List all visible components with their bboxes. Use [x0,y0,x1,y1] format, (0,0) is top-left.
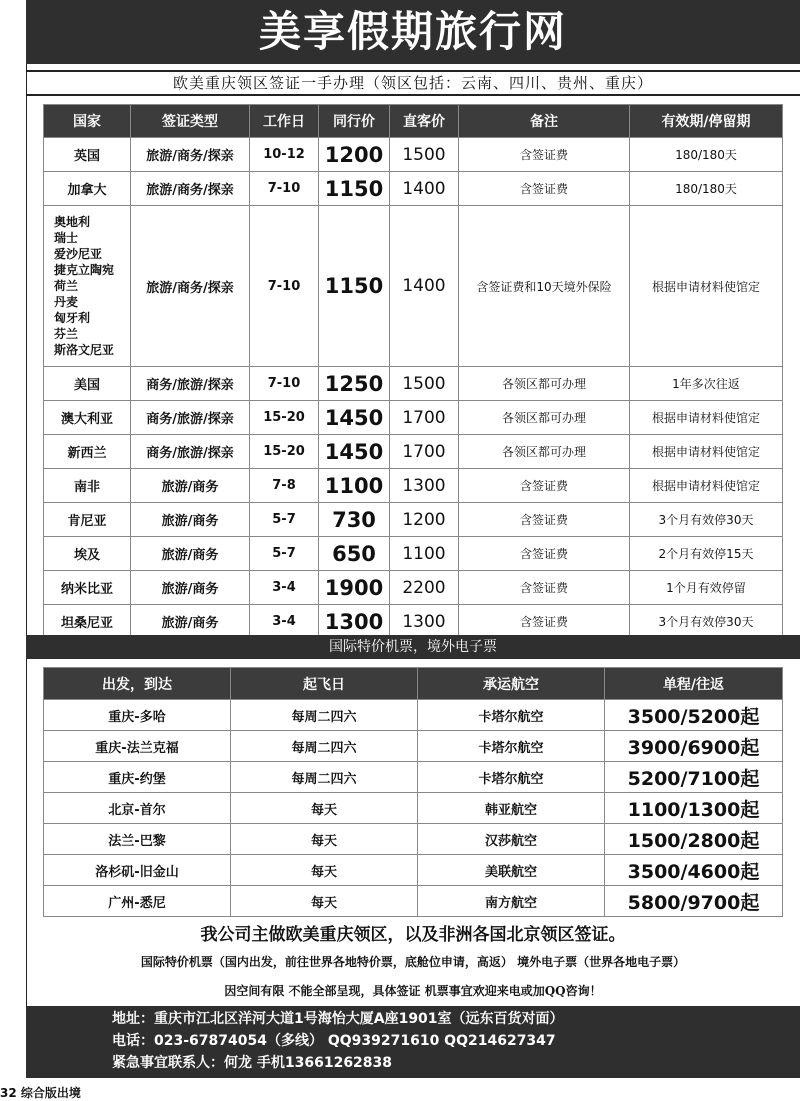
country-cell: 埃及 [44,537,131,571]
visa-table [43,104,783,639]
direct-price-cell: 1500 [390,138,459,172]
country-list-item: 荷兰 [54,279,79,293]
country-list-item: 丹麦 [54,295,79,309]
workdays-cell: 7-10 [250,367,319,401]
departure-day-cell: 每天 [231,855,418,886]
country-cell [44,206,131,367]
price-cell: 3900/6900起 [605,731,783,762]
flight-row [44,731,783,762]
country-list-item: 奥地利 [54,215,91,229]
country-cell: 新西兰 [44,435,131,469]
visa-type-cell: 旅游/商务/探亲 [131,206,250,367]
visa-row [44,605,783,639]
route-cell: 重庆-多哈 [44,700,231,731]
flight-table [43,667,783,917]
note-cell: 含签证费 [459,138,630,172]
col-peer-price: 同行价 [319,105,390,138]
price-cell: 1500/2800起 [605,824,783,855]
col-route: 出发，到达 [44,668,231,700]
direct-price-cell: 1300 [390,605,459,639]
direct-price-cell: 1300 [390,469,459,503]
workdays-cell: 5-7 [250,537,319,571]
validity-cell: 3个月有效停30天 [630,605,783,639]
country-cell: 美国 [44,367,131,401]
workdays-cell: 10-12 [250,138,319,172]
col-notes: 备注 [459,105,630,138]
col-direct-price: 直客价 [390,105,459,138]
workdays-cell: 15-20 [250,435,319,469]
departure-day-cell: 每周二四六 [231,762,418,793]
peer-price-cell: 650 [319,537,390,571]
peer-price-cell: 730 [319,503,390,537]
country-cell: 纳米比亚 [44,571,131,605]
airline-cell: 汉莎航空 [418,824,605,855]
workdays-cell: 3-4 [250,571,319,605]
visa-row [44,469,783,503]
note-cell: 含签证费 [459,571,630,605]
country-list-item: 斯洛文尼亚 [54,343,115,357]
direct-price-cell: 1400 [390,172,459,206]
contact-emergency: 紧急事宜联系人：何龙 手机13661262838 [112,1055,393,1071]
peer-price-cell: 1150 [319,172,390,206]
workdays-cell: 7-8 [250,469,319,503]
peer-price-cell: 1250 [319,367,390,401]
validity-cell: 3个月有效停30天 [630,503,783,537]
country-cell: 南非 [44,469,131,503]
validity-cell: 1年多次往返 [630,367,783,401]
workdays-cell: 7-10 [250,206,319,367]
visa-type-cell: 旅游/商务 [131,571,250,605]
flight-section-band: 国际特价机票，境外电子票 [26,635,800,659]
page-subtitle: 欧美重庆领区签证一手办理（领区包括：云南、四川、贵州、重庆） [26,70,800,96]
visa-type-cell: 商务/旅游/探亲 [131,401,250,435]
flight-row [44,855,783,886]
direct-price-cell: 1200 [390,503,459,537]
airline-cell: 卡塔尔航空 [418,700,605,731]
country-list-item: 爱沙尼亚 [54,247,103,261]
flight-row [44,762,783,793]
country-cell: 澳大利亚 [44,401,131,435]
departure-day-cell: 每天 [231,886,418,917]
airline-cell: 卡塔尔航空 [418,731,605,762]
airline-cell: 南方航空 [418,886,605,917]
route-cell: 重庆-约堡 [44,762,231,793]
visa-rows [44,138,783,639]
workdays-cell: 3-4 [250,605,319,639]
route-cell: 重庆-法兰克福 [44,731,231,762]
flight-row [44,824,783,855]
validity-cell: 根据申请材料使馆定 [630,401,783,435]
direct-price-cell: 1700 [390,401,459,435]
flight-header-row [44,668,783,700]
col-validity: 有效期/停留期 [630,105,783,138]
route-cell: 北京-首尔 [44,793,231,824]
country-cell: 加拿大 [44,172,131,206]
country-list-item: 瑞士 [54,231,79,245]
visa-header-row [44,105,783,138]
airline-cell: 美联航空 [418,855,605,886]
direct-price-cell: 1400 [390,206,459,367]
price-cell: 3500/4600起 [605,855,783,886]
note-cell: 各领区都可办理 [459,367,630,401]
note-cell: 含签证费 [459,469,630,503]
validity-cell: 根据申请材料使馆定 [630,206,783,367]
col-airline: 承运航空 [418,668,605,700]
price-cell: 5800/9700起 [605,886,783,917]
visa-type-cell: 旅游/商务 [131,605,250,639]
flight-row [44,793,783,824]
route-cell: 广州-悉尼 [44,886,231,917]
peer-price-cell: 1450 [319,401,390,435]
visa-row [44,537,783,571]
direct-price-cell: 1100 [390,537,459,571]
note-cell: 各领区都可办理 [459,401,630,435]
note-cell: 含签证费 [459,537,630,571]
visa-row [44,503,783,537]
departure-day-cell: 每天 [231,793,418,824]
visa-type-cell: 商务/旅游/探亲 [131,435,250,469]
workdays-cell: 15-20 [250,401,319,435]
price-cell: 5200/7100起 [605,762,783,793]
flight-rows [44,700,783,917]
workdays-cell: 7-10 [250,172,319,206]
note-cell: 含签证费 [459,503,630,537]
promo-main-text: 我公司主做欧美重庆领区，以及非洲各国北京领区签证。 [200,925,626,945]
col-departure-day: 起飞日 [231,668,418,700]
note-cell: 各领区都可办理 [459,435,630,469]
country-cell: 英国 [44,138,131,172]
peer-price-cell: 1900 [319,571,390,605]
country-cell: 肯尼亚 [44,503,131,537]
validity-cell: 180/180天 [630,138,783,172]
price-cell: 1100/1300起 [605,793,783,824]
contact-phone: 电话：023-67874054（多线） QQ939271610 QQ214627347 [112,1033,556,1049]
visa-row [44,435,783,469]
validity-cell: 根据申请材料使馆定 [630,435,783,469]
country-list-item: 匈牙利 [54,311,91,325]
col-workdays: 工作日 [250,105,319,138]
departure-day-cell: 每周二四六 [231,700,418,731]
peer-price-cell: 1150 [319,206,390,367]
direct-price-cell: 1500 [390,367,459,401]
promo-sub-text: 国际特价机票（国内出发，前往世界各地特价票，底舱位申请，高返） 境外电子票（世界各地电子票） [140,955,686,969]
airline-cell: 韩亚航空 [418,793,605,824]
validity-cell: 2个月有效停15天 [630,537,783,571]
departure-day-cell: 每周二四六 [231,731,418,762]
departure-day-cell: 每天 [231,824,418,855]
visa-row [44,401,783,435]
visa-type-cell: 旅游/商务 [131,503,250,537]
flight-row [44,700,783,731]
flight-row [44,886,783,917]
validity-cell: 根据申请材料使馆定 [630,469,783,503]
visa-row [44,138,783,172]
route-cell: 洛杉矶-旧金山 [44,855,231,886]
workdays-cell: 5-7 [250,503,319,537]
price-cell: 3500/5200起 [605,700,783,731]
visa-type-cell: 旅游/商务 [131,469,250,503]
route-cell: 法兰-巴黎 [44,824,231,855]
contact-address: 地址：重庆市江北区洋河大道1号海怡大厦A座1901室（远东百货对面） [112,1011,564,1027]
note-cell: 含签证费和10天境外保险 [459,206,630,367]
peer-price-cell: 1100 [319,469,390,503]
peer-price-cell: 1450 [319,435,390,469]
peer-price-cell: 1200 [319,138,390,172]
promo-note-text: 因空间有限 不能全部呈现，具体签证 机票事宜欢迎来电或加QQ咨询！ [224,984,602,998]
col-country: 国家 [44,105,131,138]
col-price: 单程/往返 [605,668,783,700]
country-list-item: 芬兰 [54,327,79,341]
direct-price-cell: 1700 [390,435,459,469]
validity-cell: 180/180天 [630,172,783,206]
contact-block [26,1006,800,1078]
page-title: 美享假期旅行网 [26,0,800,64]
visa-row [44,206,783,367]
country-list-item: 捷克立陶宛 [54,263,115,277]
visa-row [44,367,783,401]
visa-row [44,172,783,206]
col-visa-type: 签证类型 [131,105,250,138]
airline-cell: 卡塔尔航空 [418,762,605,793]
page-footer: 32 综合版出境 [0,1086,81,1100]
note-cell: 含签证费 [459,172,630,206]
peer-price-cell: 1300 [319,605,390,639]
visa-row [44,571,783,605]
validity-cell: 1个月有效停留 [630,571,783,605]
visa-type-cell: 旅游/商务 [131,537,250,571]
visa-type-cell: 旅游/商务/探亲 [131,138,250,172]
visa-type-cell: 旅游/商务/探亲 [131,172,250,206]
country-cell: 坦桑尼亚 [44,605,131,639]
direct-price-cell: 2200 [390,571,459,605]
note-cell: 含签证费 [459,605,630,639]
visa-type-cell: 商务/旅游/探亲 [131,367,250,401]
